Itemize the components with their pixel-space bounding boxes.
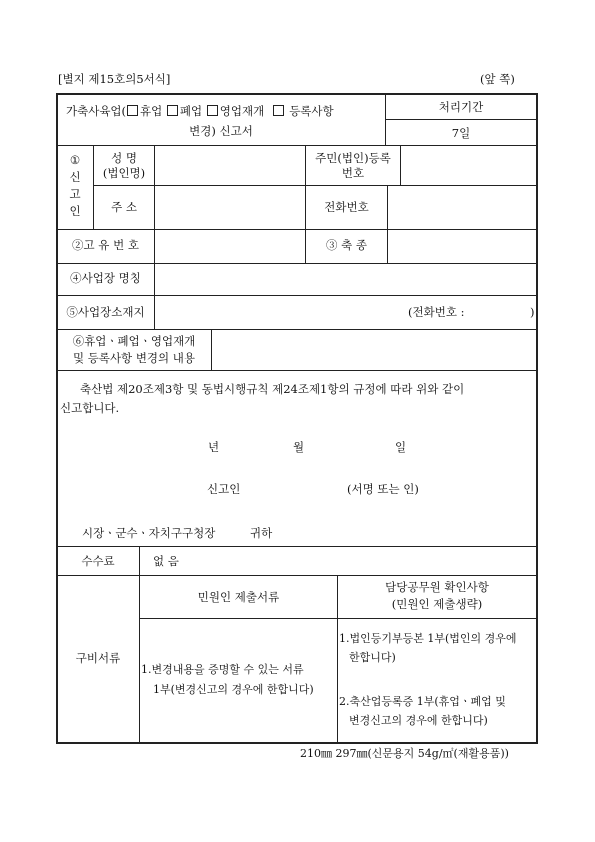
declaration-text-2: 신고합니다.: [60, 401, 120, 415]
table-bottom-border: [56, 742, 538, 744]
submitted-documents-header: 민원인 제출서류: [197, 590, 280, 604]
address-label: 주 소: [111, 200, 137, 214]
applicant-section-label: ① 신 고 인: [69, 153, 81, 218]
submit-document-item-1: 1.변경내용을 증명할 수 있는 서류: [141, 663, 304, 676]
row-line-7: [57, 370, 536, 371]
registration-number-label: 주민(법인)등록: [315, 151, 391, 165]
business-location-col-line: [154, 295, 155, 329]
official-verification-header: 담당공무원 확인사항: [385, 580, 489, 594]
livestock-type-label: ③ 축 종: [325, 238, 368, 252]
business-phone-label: (전화번호 :: [408, 305, 465, 319]
honorific-label: 귀하: [250, 526, 273, 540]
official-verification-subheader: (민원인 제출생략): [391, 597, 483, 611]
phone-col-line: [387, 185, 388, 229]
business-location-field[interactable]: [156, 297, 396, 327]
form-title-line1: 가축사육업( 휴업 폐업 영업재개 등록사항: [66, 104, 334, 118]
day-label: 일: [395, 440, 407, 454]
name-label: 성 명: [111, 151, 137, 165]
business-phone-close: ): [530, 305, 535, 319]
corporate-name-label: (법인명): [102, 166, 146, 180]
processing-divider: [385, 119, 536, 120]
fee-label: 수수료: [81, 554, 115, 568]
phone-field[interactable]: [389, 187, 534, 227]
documents-label: 구비서류: [75, 651, 121, 665]
change-content-field[interactable]: [213, 331, 534, 368]
row-line-8: [57, 546, 536, 547]
front-side-label: (앞 쪽): [480, 72, 515, 86]
address-field[interactable]: [156, 187, 303, 227]
addressee-label: 시장ㆍ군수ㆍ자치구구청장: [82, 526, 216, 540]
table-right-border: [536, 93, 538, 744]
business-location-label: ⑤사업장소재지: [66, 305, 145, 319]
business-name-field[interactable]: [156, 265, 534, 293]
verify-document-item-2b: 변경신고의 경우에 한합니다): [349, 714, 488, 727]
row-line-4: [57, 263, 536, 264]
row-line-6: [57, 329, 536, 330]
signature-label: (서명 또는 인): [347, 482, 419, 496]
verify-document-item-1b: 한합니다): [349, 651, 396, 664]
livestock-col-line-2: [387, 229, 388, 263]
change-content-label-2: 및 등록사항 변경의 내용: [72, 351, 196, 365]
documents-header-line: [139, 618, 536, 619]
row-line-5: [57, 295, 536, 296]
year-label: 년: [208, 440, 220, 454]
livestock-type-field[interactable]: [389, 231, 534, 261]
declarant-label: 신고인: [207, 482, 241, 496]
table-top-border: [56, 93, 538, 95]
business-name-col-line: [154, 263, 155, 295]
change-checkbox[interactable]: [273, 105, 284, 116]
form-reference: [별지 제15호의5서식]: [58, 72, 171, 86]
submit-document-item-1b: 1부(변경신고의 경우에 한합니다): [153, 683, 314, 696]
form-title-line2: 변경) 신고서: [189, 124, 253, 138]
registration-number-label-2: 번호: [341, 166, 365, 180]
declaration-text: 축산법 제20조제3항 및 동법시행규칙 제24조제1항의 규정에 따라 위와 같이: [80, 382, 465, 396]
reg-no-col-line: [400, 145, 401, 185]
change-content-label: ⑥휴업ㆍ폐업ㆍ영업재개: [72, 334, 196, 348]
phone-label: 전화번호: [324, 200, 369, 214]
change-content-col-line: [211, 329, 212, 370]
closure-checkbox[interactable]: [127, 105, 138, 116]
verify-document-item-2: 2.축산업등록증 1부(휴업ㆍ폐업 및: [339, 695, 506, 708]
applicant-label-col-line: [154, 145, 155, 229]
processing-period-value: 7일: [451, 126, 471, 140]
row-line-2: [93, 185, 536, 186]
paper-spec: 210㎜ 297㎜(신문용지 54g/㎡(재활용품)): [300, 747, 509, 760]
name-field[interactable]: [156, 147, 303, 183]
business-name-label: ④사업장 명칭: [70, 271, 141, 285]
unique-number-field[interactable]: [156, 231, 303, 261]
month-label: 월: [293, 440, 305, 454]
processing-period-label: 처리기간: [438, 100, 484, 114]
shutdown-checkbox[interactable]: [167, 105, 178, 116]
verify-document-item-1: 1.법인등기부등본 1부(법인의 경우에: [339, 632, 517, 645]
unique-number-label: ②고 유 번 호: [72, 238, 139, 252]
resume-checkbox[interactable]: [207, 105, 218, 116]
row-line-1: [57, 145, 536, 146]
registration-number-field[interactable]: [402, 147, 534, 183]
fee-value: 없 음: [153, 554, 179, 568]
unique-col-line: [154, 229, 155, 263]
row-line-9: [57, 575, 536, 576]
row-line-3: [57, 229, 536, 230]
